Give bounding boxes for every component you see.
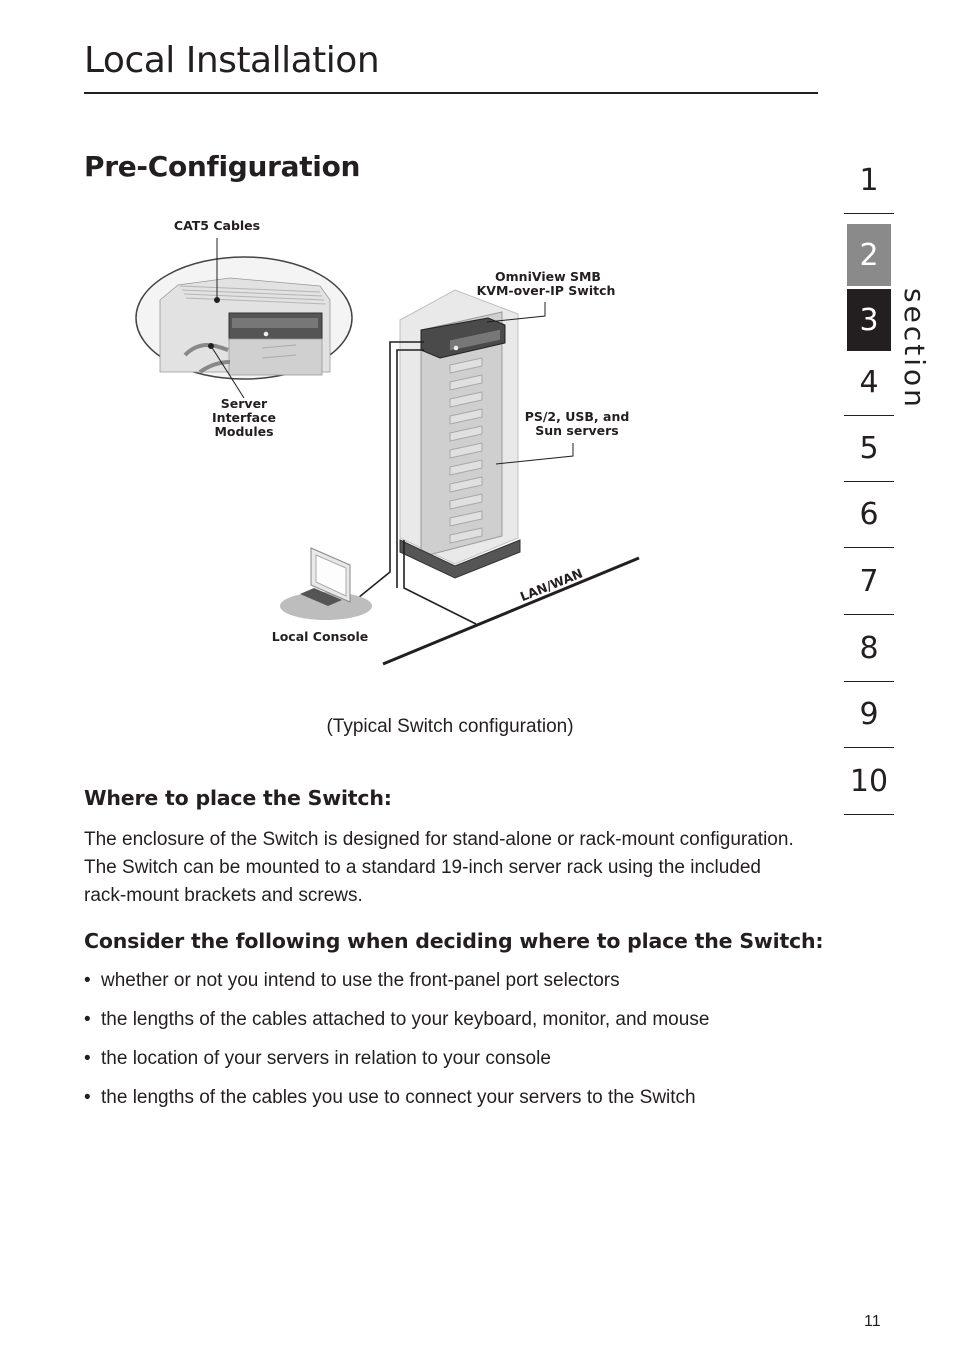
label-omniview-1: OmniView SMB <box>495 269 601 284</box>
label-cat5-cables: CAT5 Cables <box>173 218 261 233</box>
section-tab-6[interactable]: 6 <box>844 482 894 548</box>
section-tab-9[interactable]: 9 <box>844 682 894 748</box>
label-lan-wan: LAN/WAN <box>517 565 585 605</box>
section-tab-1[interactable]: 1 <box>844 148 894 214</box>
server-rack <box>400 290 520 578</box>
section-label: section <box>898 288 931 410</box>
label-local-console: Local Console <box>271 629 369 644</box>
section-tab-8[interactable]: 8 <box>844 616 894 682</box>
configuration-diagram <box>0 0 820 700</box>
label-servers-1: PS/2, USB, and <box>524 409 630 424</box>
consider-heading: Consider the following when deciding where to place the Switch: <box>84 929 824 953</box>
placement-heading: Where to place the Switch: <box>84 786 392 810</box>
inset-magnifier <box>136 257 352 379</box>
diagram-caption: (Typical Switch configuration) <box>326 716 574 737</box>
section-tab-2[interactable]: 2 <box>847 224 891 286</box>
list-item: • the lengths of the cables you use to connect your servers to the Switch <box>84 1087 696 1108</box>
page-title: Local Installation <box>84 40 380 81</box>
list-item: • the lengths of the cables attached to your keyboard, monitor, and mouse <box>84 1009 710 1030</box>
local-console <box>280 548 372 620</box>
section-tab-4[interactable]: 4 <box>844 350 894 416</box>
section-tab-10[interactable]: 10 <box>844 749 894 815</box>
page-number: 11 <box>864 1313 881 1330</box>
label-server-interface-2: Interface <box>212 410 276 425</box>
label-server-interface-3: Modules <box>214 424 274 439</box>
section-tab-3[interactable]: 3 <box>847 289 891 351</box>
section-heading: Pre-Configuration <box>84 150 361 183</box>
placement-paragraph: The enclosure of the Switch is designed for stand-alone or rack-mount configuration. The Switch can be mounted to a standard 19-inch server rack using the included rack-mount brackets and screws. <box>84 829 794 906</box>
label-server-interface-1: Server <box>220 396 268 411</box>
lan-wan-line <box>383 558 639 664</box>
list-item: • whether or not you intend to use the front-panel port selectors <box>84 970 620 991</box>
label-servers-2: Sun servers <box>535 423 619 438</box>
list-item: • the location of your servers in relation to your console <box>84 1048 551 1069</box>
section-tab-5[interactable]: 5 <box>844 416 894 482</box>
label-omniview-2: KVM-over-IP Switch <box>476 283 616 298</box>
consider-list <box>84 968 709 1124</box>
section-tab-7[interactable]: 7 <box>844 549 894 615</box>
